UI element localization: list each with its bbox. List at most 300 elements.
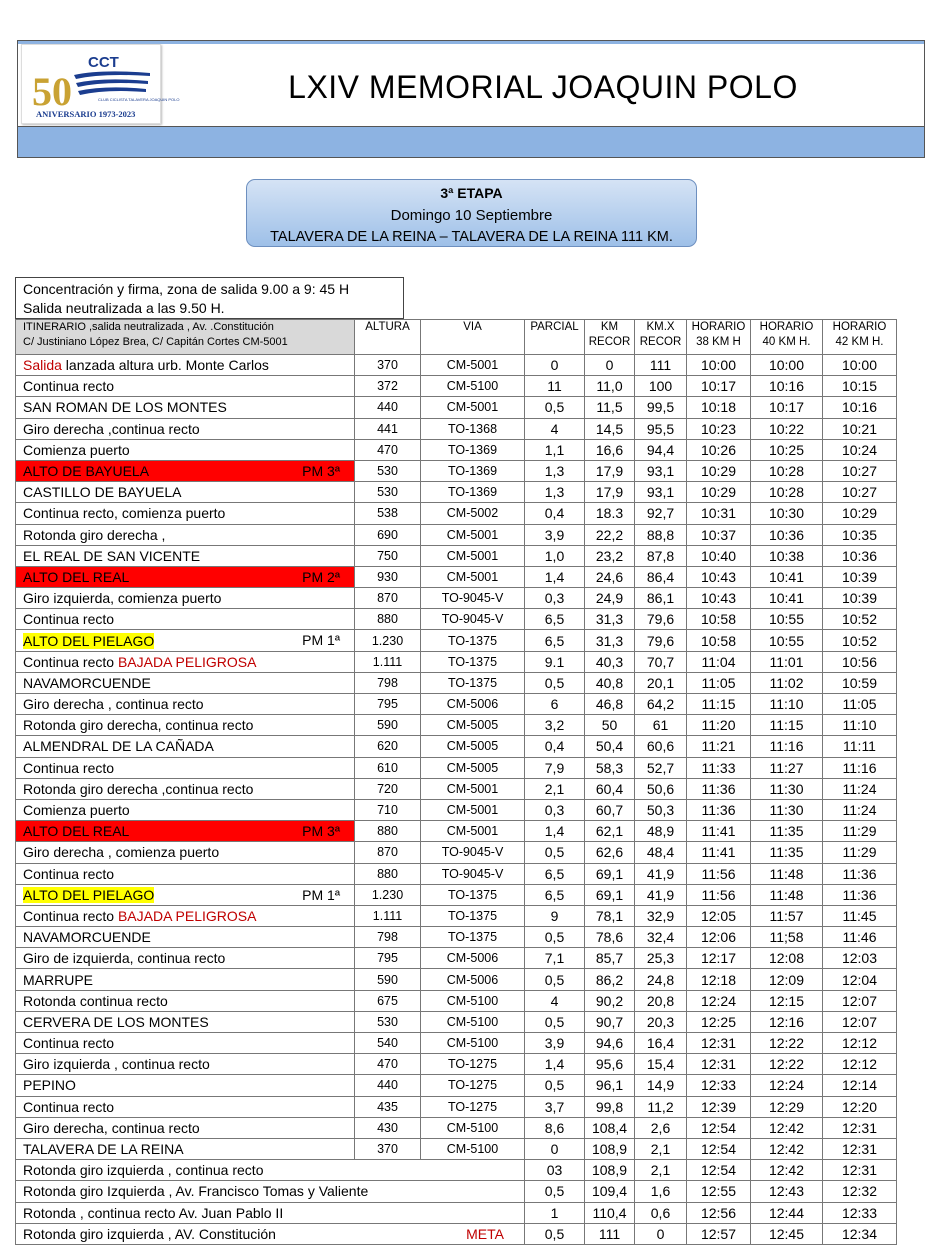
- cell-h38: 10:40: [687, 545, 751, 566]
- cell-kmx: 70,7: [635, 651, 687, 672]
- cell-altura: 880: [355, 609, 421, 630]
- cell-h38: 11:41: [687, 842, 751, 863]
- cell-h42: 10:00: [823, 355, 897, 376]
- table-row: [16, 376, 897, 397]
- cell-itinerary: [16, 948, 355, 969]
- header-h42: [823, 320, 897, 355]
- cell-altura: 440: [355, 397, 421, 418]
- cell-altura: 370: [355, 355, 421, 376]
- cell-kmx: 87,8: [635, 545, 687, 566]
- cell-via: TO-1275: [421, 1096, 525, 1117]
- cell-h40: 12:29: [751, 1096, 823, 1117]
- cell-h38: 12:05: [687, 905, 751, 926]
- cell-via: TO-1375: [421, 905, 525, 926]
- cell-altura: 440: [355, 1075, 421, 1096]
- cell-parcial: 4: [525, 418, 585, 439]
- table-row: [16, 1096, 897, 1117]
- cell-km: 69,1: [585, 863, 635, 884]
- cell-via: CM-5001: [421, 545, 525, 566]
- cell-kmx: 20,8: [635, 990, 687, 1011]
- cell-itinerary: [16, 609, 355, 630]
- table-row: [16, 630, 897, 651]
- header-altura: ALTURA: [355, 320, 421, 355]
- cell-via: CM-5005: [421, 715, 525, 736]
- itinerary-label: Giro izquierda, comienza puerto: [23, 590, 222, 607]
- cell-h38: 11:15: [687, 694, 751, 715]
- header-banner: [17, 40, 925, 158]
- itinerary-label: ALMENDRAL DE LA CAÑADA: [23, 738, 214, 755]
- cell-km: 62,1: [585, 821, 635, 842]
- cell-kmx: 111: [635, 355, 687, 376]
- cell-kmx: 0,6: [635, 1202, 687, 1223]
- cell-parcial: 6,5: [525, 609, 585, 630]
- cell-via: CM-5006: [421, 694, 525, 715]
- cell-parcial: 4: [525, 990, 585, 1011]
- danger-warning: BAJADA PELIGROSA: [117, 653, 257, 670]
- cell-h42: 12:31: [823, 1160, 897, 1181]
- cell-h42: 11:16: [823, 757, 897, 778]
- cell-km: 17,9: [585, 460, 635, 481]
- stage-route: TALAVERA DE LA REINA – TALAVERA DE LA REINA 111 KM.: [270, 229, 673, 245]
- cell-km: 31,3: [585, 630, 635, 651]
- cell-parcial: 0: [525, 1138, 585, 1159]
- cell-h40: 11:27: [751, 757, 823, 778]
- cell-kmx: 64,2: [635, 694, 687, 715]
- cell-km: 22,2: [585, 524, 635, 545]
- cell-h40: 10:36: [751, 524, 823, 545]
- cell-kmx: 20,3: [635, 1011, 687, 1032]
- header-bottom-band: [18, 126, 924, 157]
- cell-via: TO-1375: [421, 630, 525, 651]
- cell-h42: 10:36: [823, 545, 897, 566]
- cell-h40: 11:57: [751, 905, 823, 926]
- cell-h40: 12:45: [751, 1223, 823, 1244]
- note-line-2: Salida neutralizada a las 9.50 H.: [23, 300, 225, 316]
- cell-h42: 12:07: [823, 990, 897, 1011]
- cell-km: 50: [585, 715, 635, 736]
- cell-h42: 11:24: [823, 799, 897, 820]
- cell-h42: 12:12: [823, 1033, 897, 1054]
- page-title: LXIV MEMORIAL JOAQUIN POLO: [288, 69, 798, 105]
- mountain-category: PM 1ª: [302, 886, 340, 903]
- cell-itinerary: [16, 630, 355, 651]
- cell-altura: 1.230: [355, 630, 421, 651]
- cell-h40: 10:41: [751, 566, 823, 587]
- cell-h42: 12:34: [823, 1223, 897, 1244]
- cell-h42: 11:45: [823, 905, 897, 926]
- itinerary-label: Comienza puerto: [23, 802, 130, 819]
- cell-itinerary: [16, 503, 355, 524]
- table-row: [16, 397, 897, 418]
- cell-itinerary: [16, 799, 355, 820]
- cell-h38: 12:33: [687, 1075, 751, 1096]
- cell-via: TO-1369: [421, 482, 525, 503]
- cell-altura: 372: [355, 376, 421, 397]
- cell-itinerary: [16, 990, 355, 1011]
- cell-kmx: 88,8: [635, 524, 687, 545]
- cell-h40: 10:00: [751, 355, 823, 376]
- cell-itinerary: [16, 545, 355, 566]
- cell-h42: 10:21: [823, 418, 897, 439]
- cell-km: 85,7: [585, 948, 635, 969]
- cell-h38: 11:41: [687, 821, 751, 842]
- cell-kmx: 61: [635, 715, 687, 736]
- cell-itinerary: [16, 905, 355, 926]
- itinerary-label: Rotonda giro derecha, continua recto: [23, 717, 254, 734]
- cell-via: CM-5006: [421, 948, 525, 969]
- itinerary-label: Rotonda continua recto: [23, 992, 168, 1009]
- itinerary-label: Giro derecha ,continua recto: [23, 420, 200, 437]
- table-row: [16, 990, 897, 1011]
- cell-via: CM-5001: [421, 355, 525, 376]
- header-itinerary-line-2: C/ Justiniano López Brea, C/ Capitán Cortes CM-5001: [23, 336, 288, 348]
- cell-altura: 795: [355, 948, 421, 969]
- header-h42-line-2: 42 KM H.: [835, 336, 884, 348]
- stage-box: [246, 179, 697, 247]
- table-row: [16, 1223, 897, 1244]
- table-row: [16, 418, 897, 439]
- cell-itinerary: [16, 439, 355, 460]
- itinerary-label: Rotonda giro izquierda , AV. Constitución: [23, 1225, 276, 1242]
- cell-h40: 12:09: [751, 969, 823, 990]
- cell-kmx: 25,3: [635, 948, 687, 969]
- itinerary-label: Continua recto: [23, 378, 115, 395]
- cell-h40: 12:15: [751, 990, 823, 1011]
- table-row: [16, 1011, 897, 1032]
- cell-km: 40,3: [585, 651, 635, 672]
- header-parcial: PARCIAL: [525, 320, 585, 355]
- itinerary-label: Continua recto: [23, 907, 118, 924]
- cell-h42: 12:31: [823, 1117, 897, 1138]
- itinerary-label: Rotonda giro derecha ,: [23, 526, 166, 543]
- cell-parcial: 8,6: [525, 1117, 585, 1138]
- itinerary-label: Giro derecha , comienza puerto: [23, 844, 220, 861]
- table-row: [16, 566, 897, 587]
- cell-h38: 12:54: [687, 1117, 751, 1138]
- cell-km: 58,3: [585, 757, 635, 778]
- cell-itinerary: [16, 1138, 355, 1159]
- cell-km: 60,7: [585, 799, 635, 820]
- cell-itinerary: [16, 397, 355, 418]
- itinerary-label: NAVAMORCUENDE: [23, 929, 151, 946]
- cell-h38: 12:18: [687, 969, 751, 990]
- cell-kmx: 95,5: [635, 418, 687, 439]
- cell-kmx: 50,6: [635, 778, 687, 799]
- itinerary-label: ALTO DEL REAL: [23, 823, 130, 840]
- cell-itinerary: [16, 460, 355, 481]
- cell-h40: 12:16: [751, 1011, 823, 1032]
- cell-kmx: 2,1: [635, 1160, 687, 1181]
- cell-itinerary: [16, 884, 355, 905]
- itinerary-label: Continua recto: [23, 1098, 115, 1115]
- cell-parcial: 3,7: [525, 1096, 585, 1117]
- mountain-category: PM 2ª: [302, 568, 340, 585]
- cell-h40: 12:42: [751, 1138, 823, 1159]
- mountain-category: PM 3ª: [302, 462, 340, 479]
- cell-itinerary: [16, 1202, 525, 1223]
- cell-h40: 12:08: [751, 948, 823, 969]
- cell-altura: 430: [355, 1117, 421, 1138]
- table-row: [16, 651, 897, 672]
- cell-h42: 10:39: [823, 588, 897, 609]
- cell-h38: 10:18: [687, 397, 751, 418]
- cell-altura: 880: [355, 863, 421, 884]
- cell-kmx: 60,6: [635, 736, 687, 757]
- cell-kmx: 24,8: [635, 969, 687, 990]
- cell-h38: 12:39: [687, 1096, 751, 1117]
- cell-h42: 12:31: [823, 1138, 897, 1159]
- cell-itinerary: [16, 715, 355, 736]
- cell-altura: 620: [355, 736, 421, 757]
- table-row: [16, 1181, 897, 1202]
- logo-number: 50: [32, 69, 72, 114]
- cell-via: CM-5001: [421, 566, 525, 587]
- cell-km: 108,4: [585, 1117, 635, 1138]
- cell-altura: 441: [355, 418, 421, 439]
- cell-parcial: 9.1: [525, 651, 585, 672]
- signing-note: [15, 277, 404, 319]
- cell-via: CM-5001: [421, 397, 525, 418]
- cell-itinerary: [16, 1117, 355, 1138]
- cell-itinerary: [16, 778, 355, 799]
- cell-via: CM-5100: [421, 1033, 525, 1054]
- cell-h40: 12:42: [751, 1117, 823, 1138]
- header-h40-line-1: HORARIO: [759, 321, 814, 333]
- itinerary-label: [23, 357, 269, 373]
- cell-parcial: 0,5: [525, 969, 585, 990]
- cell-h38: 12:31: [687, 1033, 751, 1054]
- header-via: VIA: [421, 320, 525, 355]
- cell-itinerary: [16, 927, 355, 948]
- cell-km: 46,8: [585, 694, 635, 715]
- cell-kmx: 48,9: [635, 821, 687, 842]
- itinerary-label: SAN ROMAN DE LOS MONTES: [23, 399, 227, 416]
- stage-number: 3ª ETAPA: [440, 185, 503, 201]
- cell-km: 109,4: [585, 1181, 635, 1202]
- cell-h38: 11:20: [687, 715, 751, 736]
- table-row: [16, 736, 897, 757]
- cell-via: CM-5100: [421, 1117, 525, 1138]
- cell-itinerary: [16, 1011, 355, 1032]
- cell-h42: 10:16: [823, 397, 897, 418]
- cell-km: 108,9: [585, 1160, 635, 1181]
- cell-h38: 10:00: [687, 355, 751, 376]
- cell-h40: 12:44: [751, 1202, 823, 1223]
- cell-via: TO-1275: [421, 1054, 525, 1075]
- cell-itinerary: [16, 736, 355, 757]
- cell-h42: 11:36: [823, 884, 897, 905]
- cell-parcial: 3,9: [525, 524, 585, 545]
- cell-via: CM-5001: [421, 524, 525, 545]
- cell-altura: 1.111: [355, 905, 421, 926]
- cell-km: 17,9: [585, 482, 635, 503]
- cell-kmx: 2,6: [635, 1117, 687, 1138]
- itinerary-label: CASTILLO DE BAYUELA: [23, 484, 182, 501]
- cell-altura: 370: [355, 1138, 421, 1159]
- cell-parcial: 1: [525, 1202, 585, 1223]
- cell-via: TO-1375: [421, 927, 525, 948]
- cell-h40: 10:16: [751, 376, 823, 397]
- cell-via: CM-5100: [421, 376, 525, 397]
- cell-h40: 10:25: [751, 439, 823, 460]
- cell-via: TO-9045-V: [421, 863, 525, 884]
- itinerary-label: TALAVERA DE LA REINA: [23, 1141, 184, 1158]
- cell-h40: 11:10: [751, 694, 823, 715]
- itinerary-table: [15, 319, 897, 1245]
- cell-altura: 750: [355, 545, 421, 566]
- cell-parcial: 6,5: [525, 884, 585, 905]
- cell-altura: 538: [355, 503, 421, 524]
- itinerary-label: Continua recto, comienza puerto: [23, 505, 226, 522]
- table-row: [16, 355, 897, 376]
- cell-h38: 12:54: [687, 1138, 751, 1159]
- cell-itinerary: [16, 863, 355, 884]
- cell-h38: 12:55: [687, 1181, 751, 1202]
- cell-itinerary: [16, 694, 355, 715]
- start-detail: lanzada altura urb. Monte Carlos: [61, 357, 269, 374]
- cell-km: 94,6: [585, 1033, 635, 1054]
- cell-parcial: 2,1: [525, 778, 585, 799]
- itinerary-label: MARRUPE: [23, 971, 94, 988]
- cell-itinerary: [16, 1054, 355, 1075]
- cell-h42: 12:07: [823, 1011, 897, 1032]
- cell-parcial: 1,0: [525, 545, 585, 566]
- cell-altura: 798: [355, 672, 421, 693]
- cell-h42: 11:29: [823, 821, 897, 842]
- logo-graphic: [22, 45, 180, 123]
- cell-h40: 12:24: [751, 1075, 823, 1096]
- header-km: [585, 320, 635, 355]
- cell-h40: 11:30: [751, 778, 823, 799]
- cell-via: CM-5005: [421, 757, 525, 778]
- cell-h38: 11:56: [687, 863, 751, 884]
- cell-parcial: 6: [525, 694, 585, 715]
- cell-itinerary: [16, 757, 355, 778]
- cell-kmx: 15,4: [635, 1054, 687, 1075]
- cell-h40: 10:28: [751, 482, 823, 503]
- finish-label: META: [466, 1225, 504, 1242]
- cell-kmx: 32,4: [635, 927, 687, 948]
- logo-club-text: CLUB CICLISTA TALAVERA JOAQUIN POLO: [98, 97, 180, 102]
- cell-via: TO-1375: [421, 884, 525, 905]
- cell-h42: 10:52: [823, 609, 897, 630]
- cell-h40: 10:55: [751, 609, 823, 630]
- table-row: [16, 482, 897, 503]
- cell-kmx: 79,6: [635, 609, 687, 630]
- cell-kmx: 100: [635, 376, 687, 397]
- cell-kmx: 48,4: [635, 842, 687, 863]
- cell-h42: 11:10: [823, 715, 897, 736]
- itinerary-label: Giro derecha, continua recto: [23, 1119, 200, 1136]
- cell-parcial: 0,5: [525, 672, 585, 693]
- table-header-row: [16, 320, 897, 355]
- cell-itinerary: [16, 524, 355, 545]
- header-kmx: [635, 320, 687, 355]
- cell-altura: 690: [355, 524, 421, 545]
- cell-via: CM-5006: [421, 969, 525, 990]
- itinerary-label: ALTO DEL PIELAGO: [23, 632, 155, 649]
- cell-h40: 11:30: [751, 799, 823, 820]
- table-row: [16, 969, 897, 990]
- table-row: [16, 715, 897, 736]
- cell-km: 62,6: [585, 842, 635, 863]
- cell-h40: 10:30: [751, 503, 823, 524]
- cell-parcial: 9: [525, 905, 585, 926]
- cell-h42: 11:29: [823, 842, 897, 863]
- cell-h42: 11:36: [823, 863, 897, 884]
- table-row: [16, 821, 897, 842]
- cell-kmx: 79,6: [635, 630, 687, 651]
- cell-altura: 930: [355, 566, 421, 587]
- cell-h40: 10:22: [751, 418, 823, 439]
- cell-parcial: 0,5: [525, 1075, 585, 1096]
- cell-altura: 470: [355, 1054, 421, 1075]
- mountain-category: PM 3ª: [302, 823, 340, 840]
- cell-h42: 12:04: [823, 969, 897, 990]
- cell-parcial: 1,3: [525, 482, 585, 503]
- cell-h40: 11:35: [751, 821, 823, 842]
- cell-h38: 12:54: [687, 1160, 751, 1181]
- note-line-1: Concentración y firma, zona de salida 9.00 a 9: 45 H: [23, 281, 350, 297]
- itinerary-label: Comienza puerto: [23, 441, 130, 458]
- cell-h38: 12:56: [687, 1202, 751, 1223]
- cell-h38: 10:58: [687, 630, 751, 651]
- cell-h40: 11:48: [751, 884, 823, 905]
- cell-km: 31,3: [585, 609, 635, 630]
- header-h40-line-2: 40 KM H.: [762, 336, 811, 348]
- itinerary-label: CERVERA DE LOS MONTES: [23, 1013, 209, 1030]
- cell-itinerary: [16, 482, 355, 503]
- cell-h38: 12:57: [687, 1223, 751, 1244]
- cell-km: 108,9: [585, 1138, 635, 1159]
- cell-h40: 10:41: [751, 588, 823, 609]
- table-row: [16, 694, 897, 715]
- cell-parcial: 7,9: [525, 757, 585, 778]
- cell-altura: 530: [355, 482, 421, 503]
- cell-h40: 12:42: [751, 1160, 823, 1181]
- cell-parcial: 0,5: [525, 842, 585, 863]
- cell-parcial: 6,5: [525, 630, 585, 651]
- cell-parcial: 0,3: [525, 799, 585, 820]
- cell-h42: 10:29: [823, 503, 897, 524]
- cell-h40: 11:48: [751, 863, 823, 884]
- cell-kmx: 16,4: [635, 1033, 687, 1054]
- cell-kmx: 52,7: [635, 757, 687, 778]
- cell-kmx: 50,3: [635, 799, 687, 820]
- itinerary-label: Continua recto: [23, 611, 115, 628]
- cell-h42: 11:11: [823, 736, 897, 757]
- table-row: [16, 588, 897, 609]
- itinerary-label: Rotonda giro derecha ,continua recto: [23, 780, 254, 797]
- cell-altura: 870: [355, 842, 421, 863]
- cell-via: TO-9045-V: [421, 609, 525, 630]
- cell-h42: 11:05: [823, 694, 897, 715]
- cell-h38: 10:26: [687, 439, 751, 460]
- cell-km: 50,4: [585, 736, 635, 757]
- itinerary-label: Continua recto: [23, 865, 115, 882]
- header-itinerary-line-1: ITINERARIO ,salida neutralizada , Av. .Constitución: [23, 321, 274, 333]
- cell-h40: 12:22: [751, 1054, 823, 1075]
- cell-via: TO-1369: [421, 460, 525, 481]
- table-row: [16, 1138, 897, 1159]
- cell-h38: 10:58: [687, 609, 751, 630]
- cell-itinerary: [16, 1223, 525, 1244]
- cell-itinerary: [16, 1033, 355, 1054]
- cell-h42: 12:32: [823, 1181, 897, 1202]
- cell-via: CM-5100: [421, 1138, 525, 1159]
- header-itinerary: [16, 320, 355, 355]
- cell-parcial: 0,4: [525, 503, 585, 524]
